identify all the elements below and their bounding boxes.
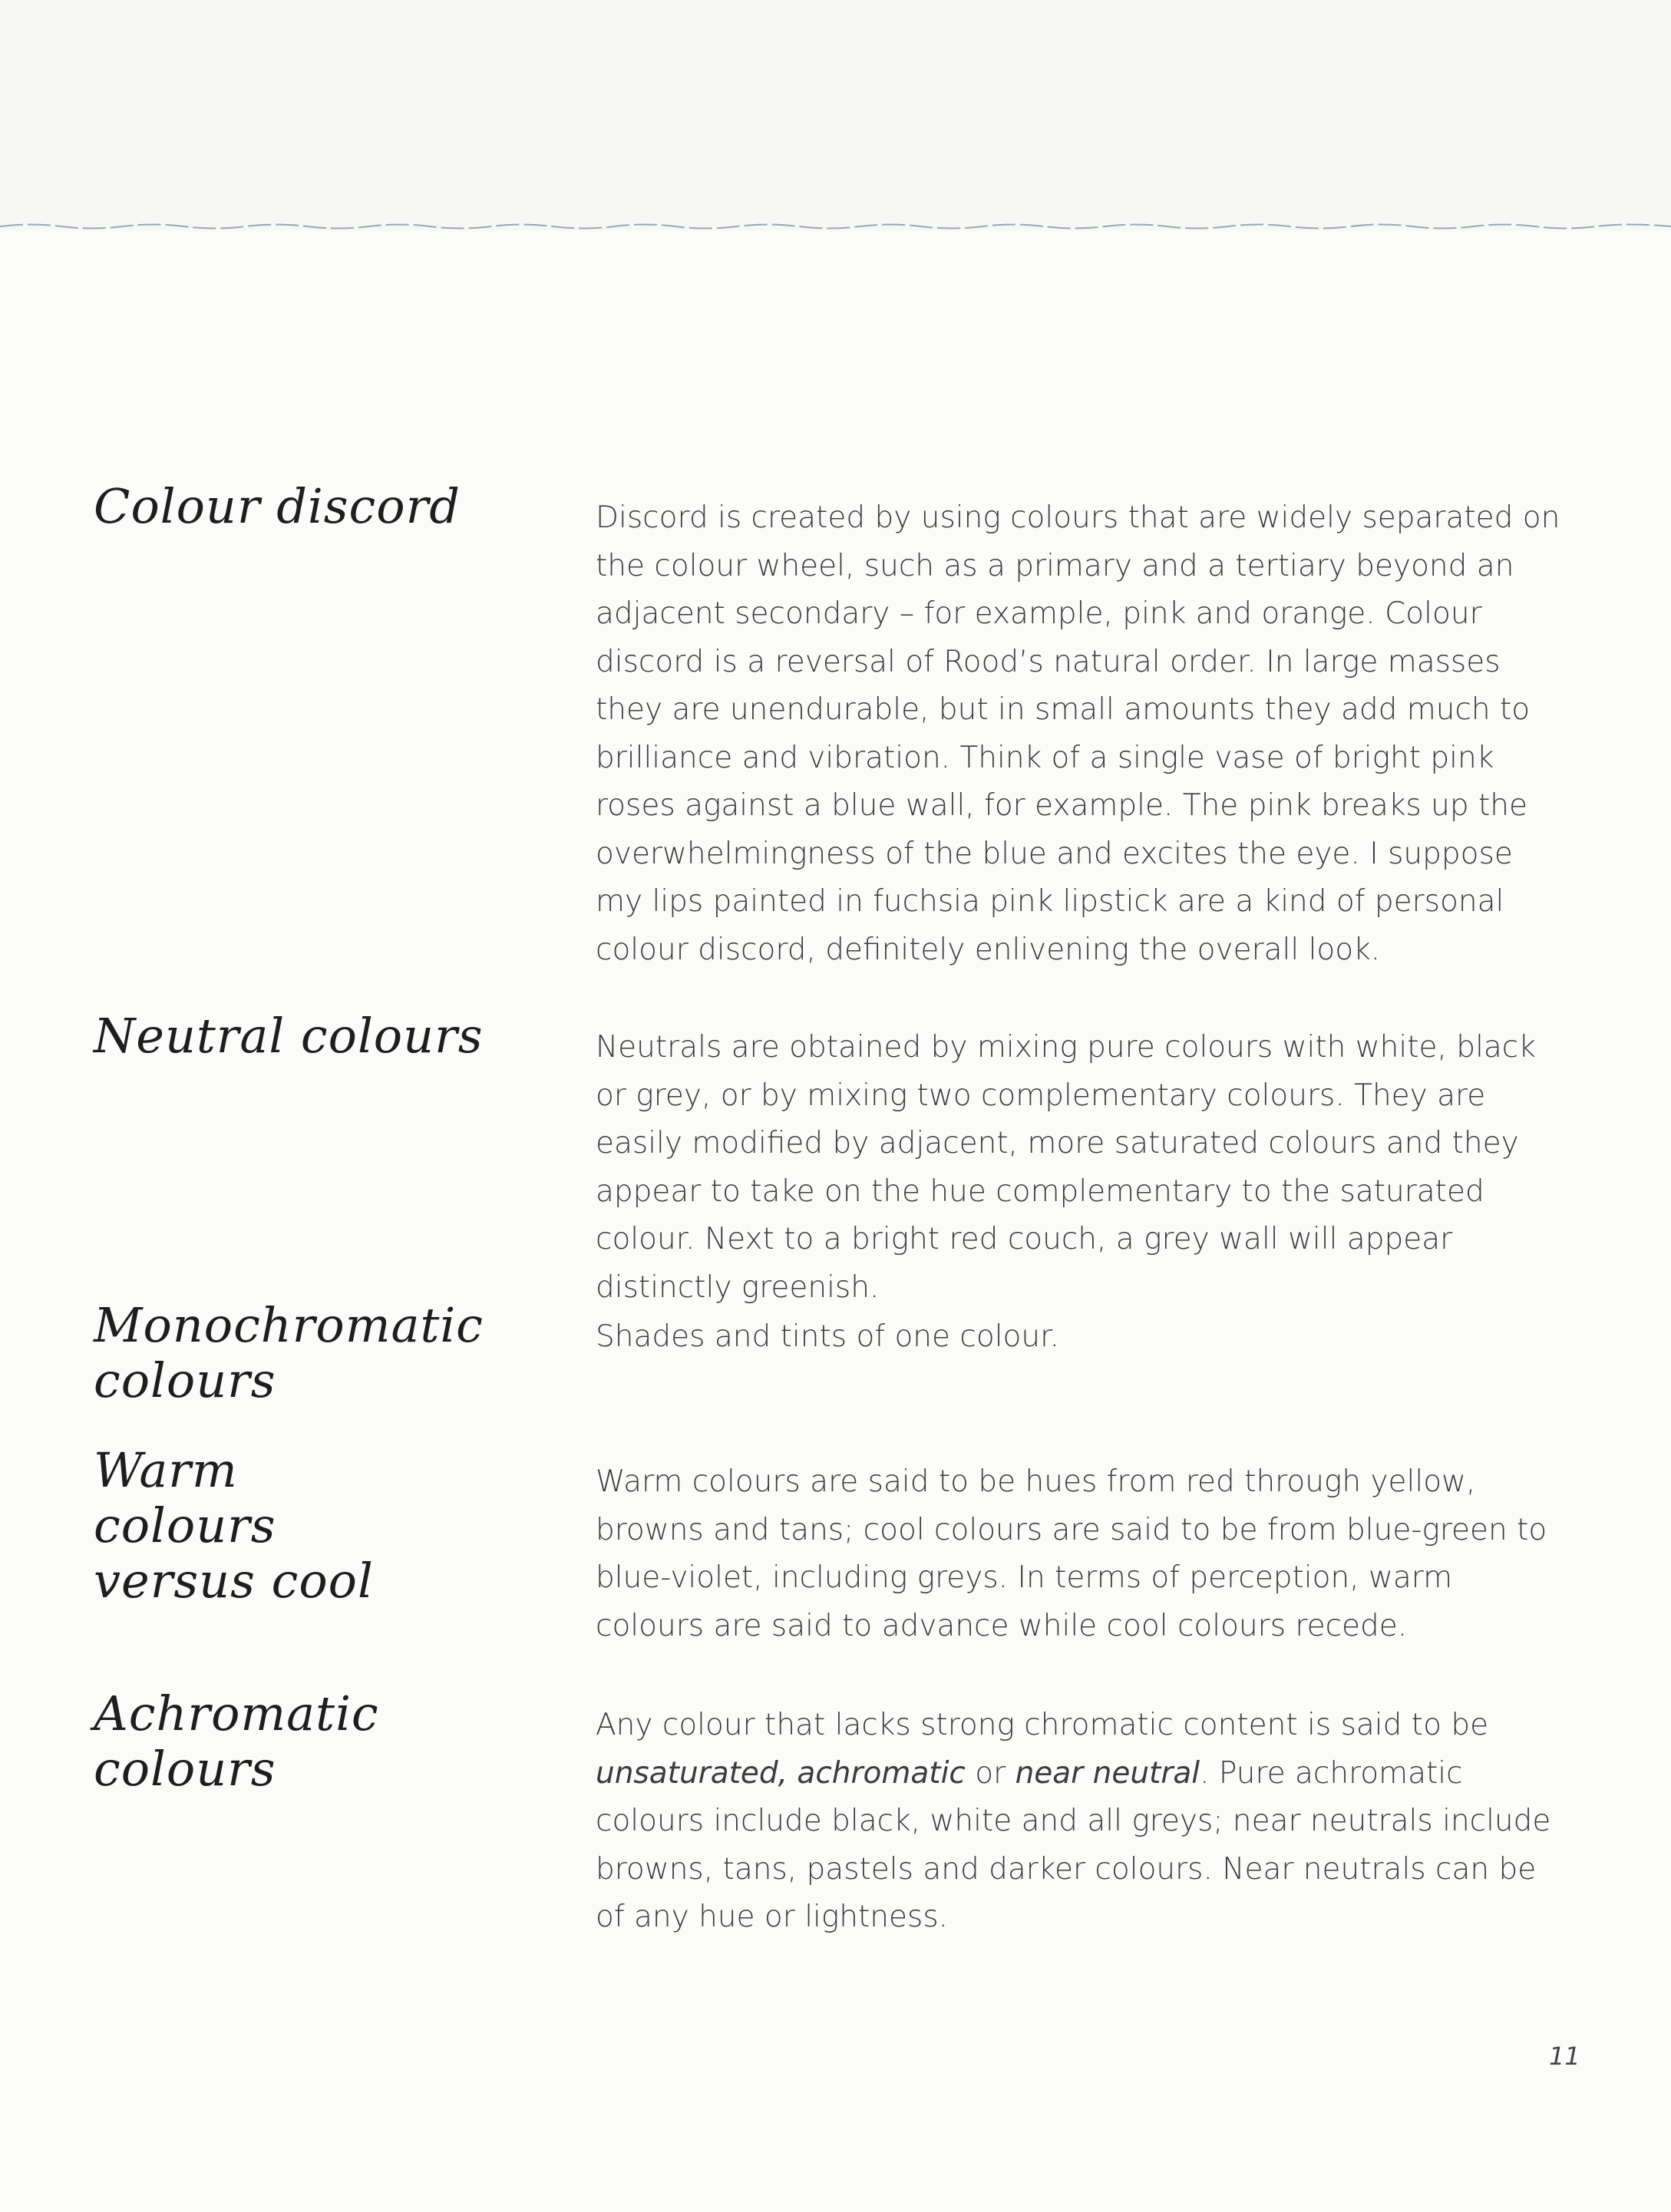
page-number: 11 [1549,2042,1580,2071]
page-top-band [0,0,1671,230]
section-body: Warm colours are said to be hues from red through yellow, browns and tans; cool colours are said to be from blue-green to blue-violet, including greys. In terms of perception, warm colours are said to advance while cool colours recede. [596,1464,1547,1643]
wavy-divider-line [0,221,1671,232]
section-body: Discord is created by using colours that are widely separated on the colour wheel, such as a primary and a tertiary beyond an adjacent secondary – for example, pink and orange. Colour discord is a reversal of Rood’s natural order. In large masses they are unendurable, but in small amounts they add much to brilliance and vibration. Think of a single vase of bright pink roses against a blue wall, for example. The pink breaks up the overwhelmingness of the blue and excites the eye. I suppose my lips painted in fuchsia pink lipstick are a kind of personal colour discord, definitely enlivening the overall look. [596,500,1560,967]
body-italic-text: near neutral [1015,1755,1200,1791]
section-heading: Neutral colours [94,1008,484,1064]
body-text: . Pure achromatic colours include black, white and all greys; near neutrals include browns, tans, pastels and darker colours. Near neutrals can be of any hue or lightness. [596,1755,1551,1934]
section-heading: Achromatic colours [94,1685,379,1797]
body-text: or [965,1755,1015,1791]
section-body: Neutrals are obtained by mixing pure colours with white, black or grey, or by mixing two complementary colours. They are easily modified by adjacent, more saturated colours and they appear to take on the hue complementary to the saturated colour. Next to a bright red couch, a grey wall will appear distinctly greenish. [596,1030,1536,1305]
section-heading: Monochromatic colours [94,1297,484,1408]
body-italic-text: unsaturated, achromatic [596,1755,966,1791]
section-heading: Warm colours versus cool [94,1442,374,1609]
section-heading: Colour discord [94,478,461,534]
section-body [596,1702,1563,1942]
body-text: Any colour that lacks strong chromatic content is said to be [596,1708,1489,1742]
section-body: Shades and tints of one colour. [596,1319,1059,1354]
